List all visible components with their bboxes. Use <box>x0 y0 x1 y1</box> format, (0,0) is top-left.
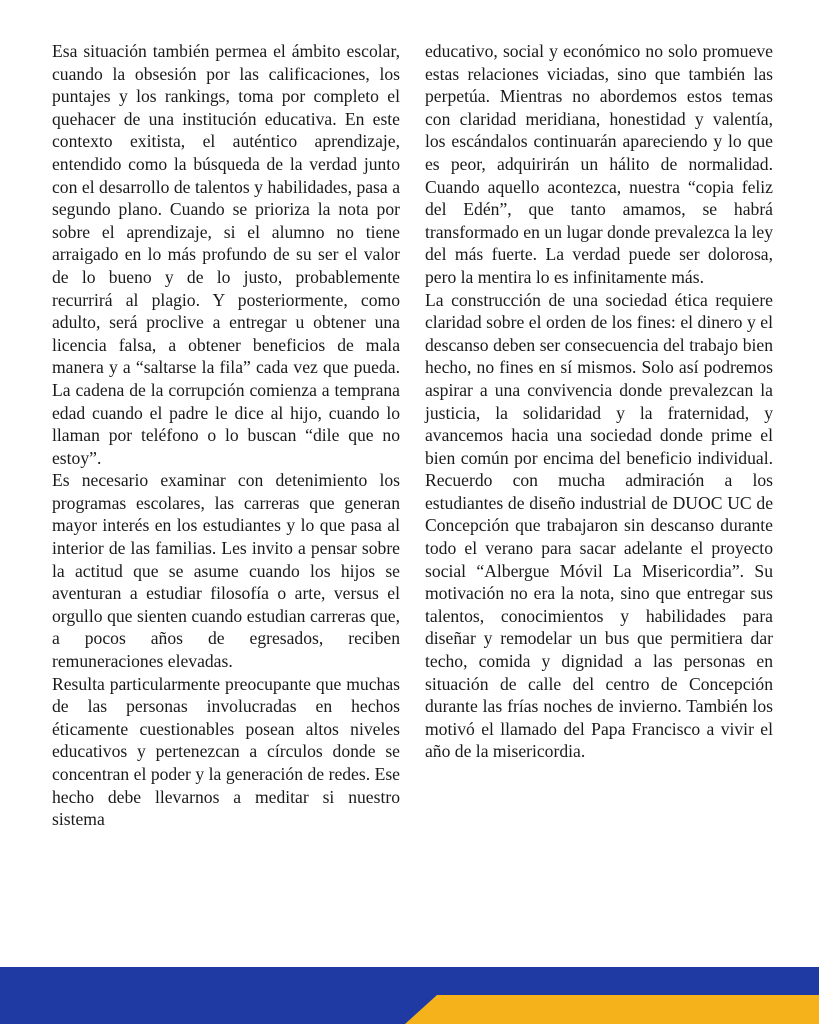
paragraph: La construcción de una sociedad ética requiere claridad sobre el orden de los fines: el dinero y el descanso deben ser consecuencia del trabajo bien hecho, no fines en sí mismos. Solo así podremos aspirar a una convivencia donde prevalezcan la justicia, la solidaridad y la fraternidad, y avancemos hacia una sociedad donde prime el bien común por encima del beneficio individual. Recuerdo con mucha admiración a los estudiantes de diseño industrial de DUOC UC de Concepción que trabajaron sin descanso durante todo el verano para sacar adelante el proyecto social “Albergue Móvil La Misericordia”. Su motivación no era la nota, sino que entregar sus talentos, conocimientos y habilidades para diseñar y remodelar un bus que permitiera dar techo, comida y dignidad a las personas en situación de calle del centro de Concepción durante las frías noches de invierno. También los motivó el llamado del Papa Francisco a vivir el año de la misericordia. <box>425 289 773 762</box>
footer-yellow-wedge <box>405 995 819 1024</box>
right-column <box>425 40 773 763</box>
paragraph: Esa situación también permea el ámbito escolar, cuando la obsesión por las calificaciones, los puntajes y los rankings, toma por completo el quehacer de una institución educativa. En este contexto exitista, el auténtico aprendizaje, entendido como la búsqueda de la verdad junto con el desarrollo de talentos y habilidades, pasa a segundo plano. Cuando se prioriza la nota por sobre el aprendizaje, si el alumno no tiene arraigado en lo más profundo de su ser el valor de lo bueno y de lo justo, probablemente recurrirá al plagio. Y posteriormente, como adulto, será proclive a entregar u obtener una licencia falsa, a obtener beneficios de mala manera y a “saltarse la fila” cada vez que pueda. La cadena de la corrupción comienza a temprana edad cuando el padre le dice al hijo, cuando lo llaman por teléfono o lo buscan “dile que no estoy”. <box>52 41 400 468</box>
paragraph: Resulta particularmente preocupante que muchas de las personas involucradas en hechos éticamente cuestionables posean altos niveles educativos y pertenezcan a círculos donde se concentran el poder y la generación de redes. Ese hecho debe llevarnos a meditar si nuestro sistema <box>52 673 400 830</box>
left-column <box>52 40 400 831</box>
footer-blue-stripe <box>0 967 819 1024</box>
paragraph: educativo, social y económico no solo promueve estas relaciones viciadas, sino que también las perpetúa. Mientras no abordemos estos temas con claridad meridiana, honestidad y valentía, los escándalos continuarán apareciendo y lo que es peor, adquirirán un hálito de normalidad. Cuando aquello acontezca, nuestra “copia feliz del Edén”, que tanto amamos, se habrá transformado en un lugar donde prevalezca la ley del más fuerte. La verdad puede ser dolorosa, pero la mentira lo es infinitamente más. <box>425 41 773 287</box>
footer-band <box>0 967 819 1024</box>
paragraph: Es necesario examinar con detenimiento los programas escolares, las carreras que generan mayor interés en los estudiantes y lo que pasa al interior de las familias. Les invito a pensar sobre la actitud que se asume cuando los hijos se aventuran a estudiar filosofía o arte, versus el orgullo que sienten cuando estudian carreras que, a pocos años de egresados, reciben remuneraciones elevadas. <box>52 470 400 672</box>
